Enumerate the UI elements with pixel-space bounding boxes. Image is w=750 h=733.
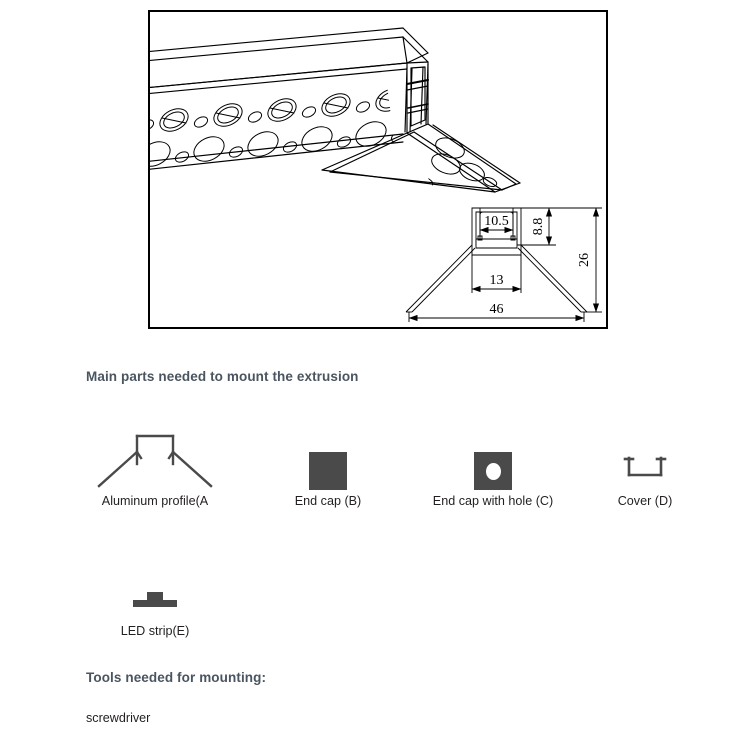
tools-list	[86, 710, 150, 727]
part-item-end-cap[interactable]	[248, 428, 408, 518]
dim-label-26: 26	[577, 253, 592, 267]
led-strip-label: LED strip(E)	[120, 624, 190, 638]
perspective-view-group	[150, 28, 520, 192]
dim-label-46: 46	[489, 302, 504, 317]
end-cap-icon-box	[248, 428, 408, 490]
aluminum-profile-icon-box	[62, 428, 248, 490]
dim-label-13: 13	[489, 273, 504, 288]
aluminum-profile-label: Aluminum profile(A	[101, 494, 209, 508]
led-strip-icon-box	[62, 558, 248, 620]
parts-row-secondary	[0, 558, 750, 648]
flange-screw-holes-upper	[156, 84, 408, 135]
technical-drawing-panel	[148, 10, 608, 329]
end-cap-label: End cap (B)	[294, 494, 362, 508]
tool-item: screwdriver	[86, 711, 151, 725]
tools-section-heading: Tools needed for mounting:	[86, 670, 267, 685]
technical-drawing-svg	[150, 12, 606, 327]
end-cap-with-hole-label: End cap with hole (C)	[432, 494, 554, 508]
flange-perforations-upper	[150, 100, 371, 132]
filled-square-icon	[309, 452, 347, 490]
parts-row-primary	[0, 428, 750, 518]
drywall-flange-right	[322, 124, 520, 192]
dim-label-8-8: 8.8	[531, 217, 546, 236]
flange-perforations-lower	[174, 130, 407, 164]
led-strip-icon	[125, 574, 185, 620]
u-channel-icon	[622, 428, 668, 490]
part-item-aluminum-profile[interactable]	[62, 428, 248, 518]
cable-hole-icon	[486, 463, 501, 480]
part-item-led-strip[interactable]	[62, 558, 248, 648]
part-item-end-cap-with-hole[interactable]	[398, 428, 588, 518]
drywall-flange-left	[150, 63, 408, 171]
parts-section-heading: Main parts needed to mount the extrusion	[86, 369, 359, 384]
square-with-hole-icon	[474, 452, 512, 490]
profile-outline-icon	[85, 428, 225, 490]
part-item-cover[interactable]	[570, 428, 720, 518]
flange-holes-lower	[150, 117, 390, 171]
dim-label-10-5: 10.5	[484, 214, 509, 229]
cross-section-group	[406, 208, 602, 322]
end-cap-with-hole-icon-box	[398, 428, 588, 490]
cover-icon-box	[570, 428, 720, 490]
cover-label: Cover (D)	[617, 494, 673, 508]
